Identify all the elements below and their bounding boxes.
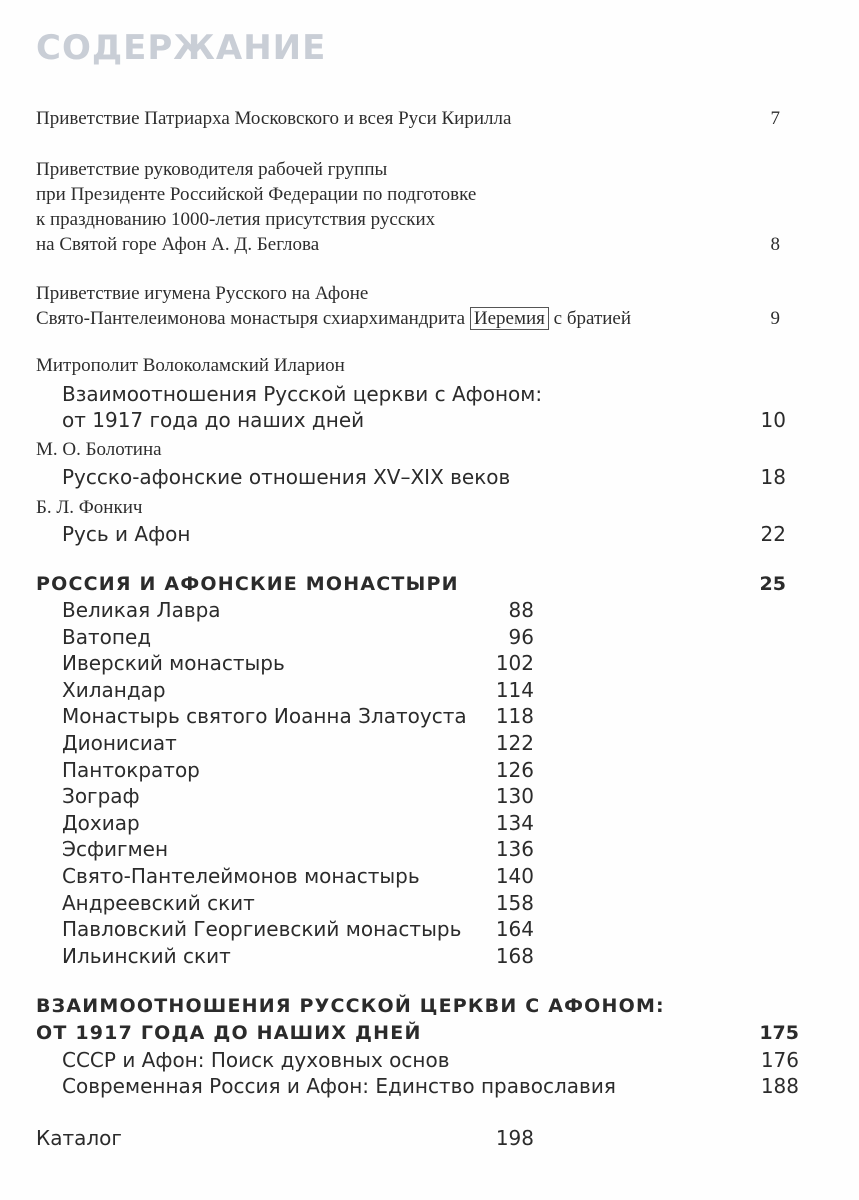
section-1-item-label: Эсфигмен <box>62 837 169 861</box>
section-1-item-label: Пантократор <box>62 758 200 782</box>
greeting-2-line-4: на Святой горе Афон А. Д. Беглова <box>36 234 320 255</box>
section-1-item-page: 88 <box>508 598 534 622</box>
greeting-2-line-3: к празднованию 1000-летия присутствия русских <box>36 209 436 230</box>
section-1-item-label: Павловский Георгиевский монастырь <box>62 917 462 941</box>
section-1-item-page: 126 <box>495 758 534 782</box>
section-1-item-page: 130 <box>495 784 534 808</box>
article-2-page: 18 <box>760 465 786 489</box>
article-3-title: Русь и Афон <box>62 522 191 546</box>
section-2-item-1-label: СССР и Афон: Поиск духовных основ <box>62 1048 450 1072</box>
article-1-author: Митрополит Волоколамский Иларион <box>36 355 345 376</box>
greeting-3-line-2-pre: Свято-Пантелеимонова монастыря схиархимандрита <box>36 308 466 329</box>
section-1-item-label: Ватопед <box>62 625 152 649</box>
section-1-item-page: 102 <box>495 651 534 675</box>
article-2-author: М. О. Болотина <box>36 439 162 460</box>
page-title: СОДЕРЖАНИЕ <box>36 28 327 68</box>
section-1-page: 25 <box>759 573 786 595</box>
section-1-item-label: Дохиар <box>62 811 140 835</box>
section-1-item-page: 96 <box>508 625 534 649</box>
article-2-title: Русско-афонские отношения XV–XIX веков <box>62 465 511 489</box>
section-1-item-label: Свято-Пантелеймонов монастырь <box>62 864 420 888</box>
section-1-item-label: Великая Лавра <box>62 598 221 622</box>
section-1-item-label: Иверский монастырь <box>62 651 285 675</box>
section-1-item-label: Зограф <box>62 784 140 808</box>
section-2-page: 175 <box>759 1022 799 1044</box>
catalog-page: 198 <box>495 1126 534 1150</box>
greeting-1-title: Приветствие Патриарха Московского и всея Руси Кирилла <box>36 108 512 129</box>
section-1-item-page: 122 <box>495 731 534 755</box>
section-1-item-page: 134 <box>495 811 534 835</box>
section-1-item-label: Ильинский скит <box>62 944 231 968</box>
section-2-heading-line-1: ВЗАИМООТНОШЕНИЯ РУССКОЙ ЦЕРКВИ С АФОНОМ: <box>36 995 665 1017</box>
section-1-item-page: 140 <box>495 864 534 888</box>
article-3-author: Б. Л. Фонкич <box>36 497 143 518</box>
article-3-page: 22 <box>760 522 786 546</box>
section-1-item-label: Хиландар <box>62 678 166 702</box>
article-1-title-line-2: от 1917 года до наших дней <box>62 408 365 432</box>
greeting-3-line-1: Приветствие игумена Русского на Афоне <box>36 283 369 304</box>
greeting-2-line-2: при Президенте Российской Федерации по подготовке <box>36 184 477 205</box>
greeting-3-line-2-post: с братией <box>553 308 632 329</box>
greeting-3-page: 9 <box>770 308 780 329</box>
article-1-title-line-1: Взаимоотношения Русской церкви с Афоном: <box>62 382 543 406</box>
section-1-item-page: 114 <box>495 678 534 702</box>
catalog-label: Каталог <box>36 1126 122 1150</box>
section-2-item-2-label: Современная Россия и Афон: Единство православия <box>62 1074 616 1098</box>
article-1-page: 10 <box>760 408 786 432</box>
greeting-1-page: 7 <box>770 108 780 129</box>
section-1-heading: РОССИЯ И АФОНСКИЕ МОНАСТЫРИ <box>36 573 459 595</box>
greeting-2-line-1: Приветствие руководителя рабочей группы <box>36 159 388 180</box>
section-1-item-label: Монастырь святого Иоанна Златоуста <box>62 704 467 728</box>
greeting-3-boxed-name: Иеремия <box>470 307 549 330</box>
section-1-item-page: 136 <box>495 837 534 861</box>
greeting-3-line-2 <box>36 306 631 331</box>
greeting-2-page: 8 <box>770 234 780 255</box>
section-1-item-page: 158 <box>495 891 534 915</box>
section-1-item-page: 164 <box>495 917 534 941</box>
section-1-item-page: 118 <box>495 704 534 728</box>
section-2-item-1-page: 176 <box>760 1048 799 1072</box>
section-2-item-2-page: 188 <box>760 1074 799 1098</box>
section-1-item-label: Андреевский скит <box>62 891 255 915</box>
section-2-heading-line-2: ОТ 1917 ГОДА ДО НАШИХ ДНЕЙ <box>36 1022 422 1044</box>
section-1-item-page: 168 <box>495 944 534 968</box>
section-1-item-label: Дионисиат <box>62 731 177 755</box>
